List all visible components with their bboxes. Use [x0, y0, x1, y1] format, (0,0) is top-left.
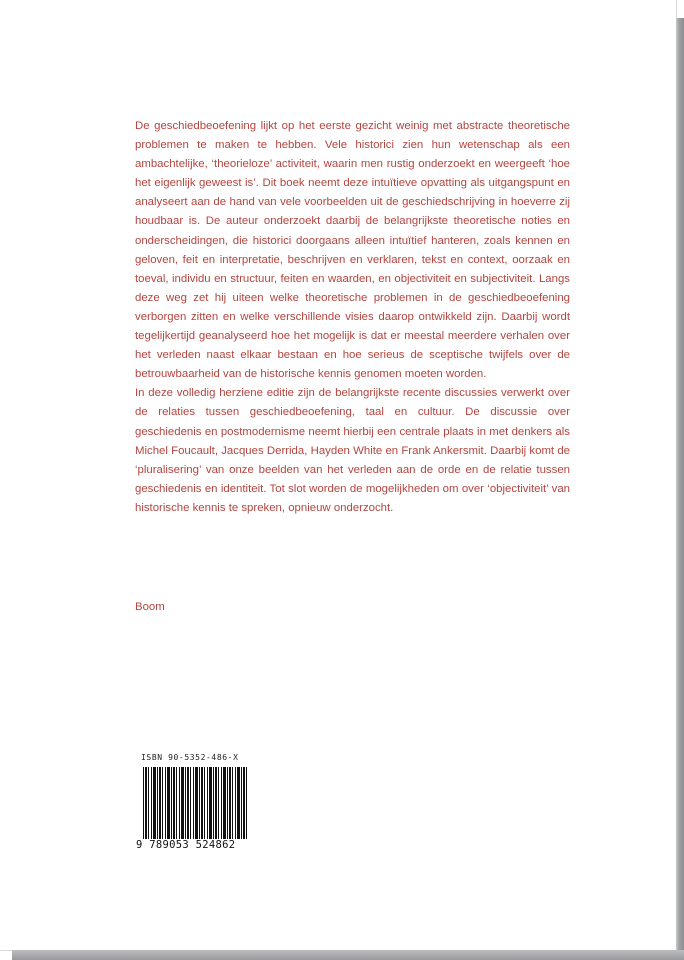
- isbn-label: ISBN 90-5352-486-X: [141, 753, 239, 762]
- blurb-paragraph-1: De geschiedbeoefening lijkt op het eerste gezicht weinig met abstracte theoretische problemen te maken te hebben. Vele historici zien hun wetenschap als een ambachtelijke, ‘theorieloze’ activiteit, waarin men rustig onderzoekt en weergeeft ‘hoe het eigenlijk geweest is’. Dit boek neemt deze intuïtieve opvatting als uitgangspunt en analyseert aan de hand van vele voorbeelden uit de geschiedschrijving in hoeverre zij houdbaar is. De auteur onderzoekt daarbij de belangrijkste theoretische noties en onderscheidingen, die historici doorgaans alleen intuïtief hanteren, zoals kennen en geloven, feit en interpretatie, beschrijven en verklaren, tekst en context, oorzaak en toeval, individu en structuur, feiten en waarden, en objectiviteit en subjectiviteit. Langs deze weg zet hij uiteen welke theoretische problemen in de geschiedbeoefening verborgen zitten en welke verschillende visies daarop ontwikkeld zijn. Daarbij wordt tegelijkertijd geanalyseerd hoe het mogelijk is dat er meestal meerdere verhalen over het verleden naast elkaar bestaan en hoe serieus de sceptische twijfels over de betrouwbaarheid van de historische kennis genomen moeten worden.: [135, 120, 570, 381]
- cover-blurb: [135, 117, 570, 518]
- barcode-digits: 9 789053 524862: [136, 839, 252, 851]
- page-edge-bottom: [12, 950, 684, 960]
- blurb-paragraph-2: In deze volledig herziene editie zijn de belangrijkste recente discussies verwerkt over de relaties tussen geschiedbeoefening, taal en cultuur. De discussie over geschiedenis en postmodernisme neemt hierbij een centrale plaats in met denkers als Michel Foucault, Jacques Derrida, Hayden White en Frank Ankersmit. Daarbij komt de ‘pluralisering’ van onze beelden van het verleden aan de orde en de relatie tussen geschiedenis en identiteit. Tot slot worden de mogelijkheden om over ‘objectiviteit’ van historische kennis te spreken, opnieuw onderzocht.: [135, 387, 570, 514]
- page-edge-right: [676, 18, 684, 960]
- publisher-name: Boom: [135, 601, 165, 613]
- barcode-icon: [143, 767, 247, 846]
